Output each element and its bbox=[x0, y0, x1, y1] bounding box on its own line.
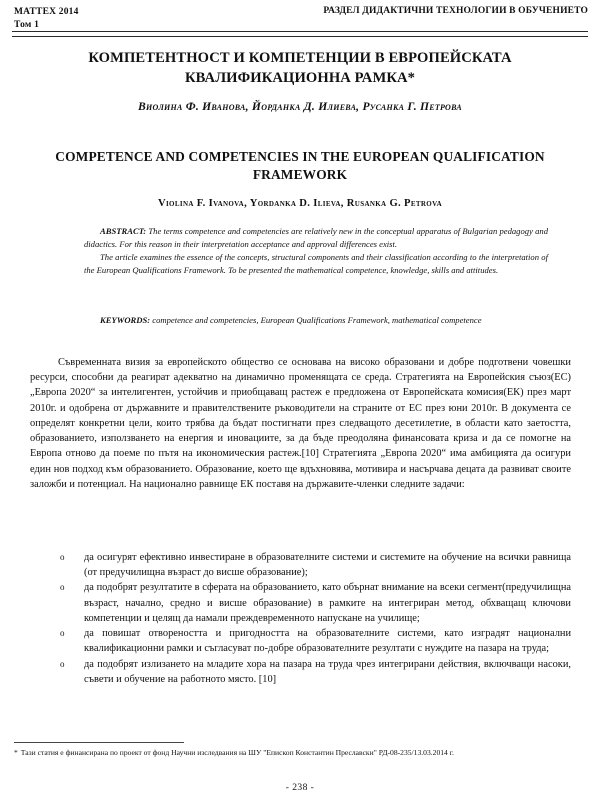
list-bullet: o bbox=[60, 628, 65, 639]
task-list bbox=[30, 550, 571, 687]
authors-bulgarian: Виолина Ф. Иванова, Йорданка Д. Илиева, Русанка Г. Петрова bbox=[138, 100, 462, 113]
footnote bbox=[14, 748, 588, 759]
list-item bbox=[30, 657, 571, 687]
abstract-paragraph-2: The article examines the essence of the concepts, structural components and their classification according to the interpretation of the European Qualifications Framework. To be presented the mathematical competence, knowledge, skills and attitudes. bbox=[84, 251, 548, 275]
keywords-label: KEYWORDS: bbox=[100, 315, 151, 325]
header-divider bbox=[12, 31, 588, 37]
abstract-text-1: The terms competence and competencies are relatively new in the conceptual apparatus of Bulgarian pedagogy and didactics. For this reason in their interpretation acceptance and approval differences exist. bbox=[84, 226, 548, 249]
page-title-english: COMPETENCE AND COMPETENCIES IN THE EUROPEAN QUALIFICATION FRAMEWORK bbox=[55, 149, 545, 183]
abstract-section bbox=[84, 225, 548, 277]
list-item bbox=[30, 550, 571, 580]
list-bullet: o bbox=[60, 658, 65, 669]
volume-label: Том 1 bbox=[14, 19, 40, 30]
list-item-text: да повишат отвореността и пригодността на образователните системи, като изградят национални квалификационни рамки и съгласуват по-добре образователните резултати с нуждите на пазара на труда; bbox=[84, 628, 571, 655]
keywords-paragraph bbox=[84, 314, 548, 327]
list-item-text: да осигурят ефективно инвестиране в образователните системи и системите на обучение на всички равнища (от предучилищна възраст до висше образование); bbox=[84, 552, 571, 579]
section-title: РАЗДЕЛ ДИДАКТИЧНИ ТЕХНОЛОГИИ В ОБУЧЕНИЕТО bbox=[323, 6, 588, 16]
list-bullet: o bbox=[60, 582, 65, 593]
footnote-marker: * bbox=[14, 748, 18, 757]
journal-name: MATTEX 2014 bbox=[14, 7, 79, 17]
list-item bbox=[30, 626, 571, 656]
keywords-section bbox=[84, 314, 548, 327]
list-item-text: да подобрят резултатите в сферата на образованието, като обърнат внимание на всеки сегмент(предучилищна възраст, начално, средно и висше образование) в рамките на интегриран метод, обхващащ ключови компетенции и целящ да намали преждевременното напускане на училище; bbox=[84, 582, 571, 624]
footnote-text: Тази статия е финансирана по проект от фонд Научни изследвания на ШУ "Епископ Константин Преславски" РД-08-235/13.03.2014 г. bbox=[20, 748, 454, 757]
running-head-left bbox=[14, 6, 79, 31]
list-item-text: да подобрят излизането на младите хора на пазара на труда чрез интегрирани действия, включващи насоки, съвети и обучение на работното място. [10] bbox=[84, 658, 571, 685]
list-item bbox=[30, 580, 571, 626]
list-bullet: o bbox=[60, 552, 65, 562]
body-paragraph: Съвременната визия за европейското общество се основава на високо образовани и добре подготвени човешки ресурси, способни да реагират адекватно на динамично променящата се среда. Стратегията на Европейския съюз(ЕС) „Европа 2020“ за интелигентен, устойчив и приобщаващ растеж е предложена от Европейската комисия(ЕК) през март 2010г. и одобрена от държавните и правителствените ръководители на страните от ЕС през юни 2010г. В документа се определят конкретни цели, които трябва да бъдат постигнати през следващото десетилетие, в области като заетостта, образованието, използването на енергия и иновациите, за да бъде преодоляна финансовата криза и да се помогне на Европа отново да поеме по пътя на икономическия растеж.[10] Стратегията „Европа 2020“ има амбицията да осигури един нов подход към образованието. Образование, което ще вдъхновява, мотивира и насърчава децата да развиват своите заложби и потенциал. На национално равнище ЕК поставя на държавите-членки следните задачи: bbox=[30, 357, 571, 490]
page-number: - 238 - bbox=[285, 782, 315, 793]
footnote-divider bbox=[14, 742, 184, 743]
page-title-bulgarian: КОМПЕТЕНТНОСТ И КОМПЕТЕНЦИИ В ЕВРОПЕЙСКАТА КВАЛИФИКАЦИОННА РАМКА* bbox=[88, 50, 512, 86]
keywords-text: competence and competencies, European Qualifications Framework, mathematical competence bbox=[150, 315, 482, 325]
running-head bbox=[14, 6, 588, 31]
authors-english: Violina F. Ivanova, Yordanka D. Ilieva, Rusanka G. Petrova bbox=[157, 198, 443, 209]
abstract-label: ABSTRACT: bbox=[100, 226, 147, 236]
abstract-paragraph-1 bbox=[84, 225, 548, 251]
